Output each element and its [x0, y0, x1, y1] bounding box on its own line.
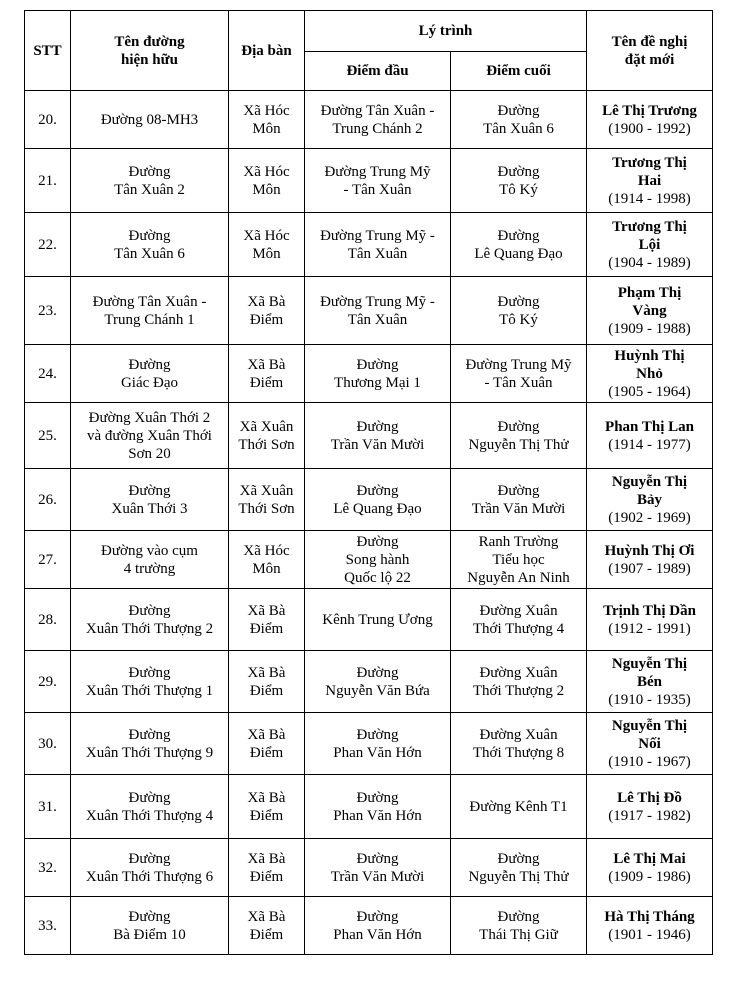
cell-current-name-line: Xuân Thới Thượng 2 [85, 620, 214, 637]
cell-end-point-line: Nguyễn An Ninh [467, 569, 570, 586]
cell-stt: 32. [25, 839, 71, 897]
cell-start-point-line: Đường [356, 356, 399, 373]
cell-start-point-line: Trung Chánh 2 [332, 120, 423, 137]
cell-end-point [451, 91, 587, 149]
cell-current-name-line: Xuân Thới 3 [111, 500, 188, 517]
cell-proposed-name-line: Trịnh Thị Dần [603, 602, 696, 619]
cell-start-point-line: - Tân Xuân [343, 181, 412, 198]
cell-area-line: Điểm [249, 620, 284, 637]
cell-current-name [71, 897, 229, 955]
cell-proposed-name-line: Lê Thị Đồ [617, 789, 682, 806]
cell-end-point [451, 149, 587, 213]
cell-current-name-line: Đường [128, 482, 171, 499]
cell-current-name [71, 91, 229, 149]
cell-current-name [71, 469, 229, 531]
cell-area [229, 213, 305, 277]
cell-start-point-line: Nguyễn Văn Bứa [325, 682, 430, 699]
cell-proposed-years: (1917 - 1982) [608, 807, 691, 824]
cell-area-line: Thới Sơn [238, 500, 295, 517]
cell-area-line: Xã Xuân [239, 482, 294, 499]
cell-stt: 31. [25, 775, 71, 839]
table-row [25, 651, 713, 713]
cell-start-point-line: Tân Xuân [347, 311, 408, 328]
table-body [25, 91, 713, 955]
cell-current-name [71, 775, 229, 839]
cell-stt: 26. [25, 469, 71, 531]
cell-proposed-name [587, 839, 713, 897]
cell-area [229, 897, 305, 955]
cell-area-line: Xã Bà [247, 908, 286, 925]
cell-proposed-years: (1905 - 1964) [608, 383, 691, 400]
cell-end-point-line: Đường Xuân [479, 602, 558, 619]
cell-start-point [305, 91, 451, 149]
cell-current-name-line: Đường [128, 908, 171, 925]
cell-current-name-line: Xuân Thới Thượng 6 [85, 868, 214, 885]
cell-area [229, 713, 305, 775]
header-end-point: Điểm cuối [451, 52, 587, 91]
cell-end-point-line: Đường [497, 418, 540, 435]
cell-proposed-years: (1902 - 1969) [608, 509, 691, 526]
cell-proposed-years: (1907 - 1989) [608, 560, 691, 577]
cell-start-point [305, 531, 451, 589]
cell-area-line: Xã Bà [247, 789, 286, 806]
cell-end-point [451, 469, 587, 531]
cell-area-line: Xã Hóc [243, 163, 290, 180]
cell-current-name-line: Xuân Thới Thượng 1 [85, 682, 214, 699]
cell-end-point-line: Ranh Trường [478, 533, 559, 550]
cell-end-point-line: Thới Thượng 2 [472, 682, 565, 699]
table-row [25, 149, 713, 213]
table-row [25, 589, 713, 651]
cell-area-line: Xã Hóc [243, 102, 290, 119]
cell-start-point-line: Đường Trung Mỹ [324, 163, 431, 180]
table-row [25, 345, 713, 403]
cell-start-point [305, 277, 451, 345]
cell-end-point-line: Đường Kênh T1 [469, 798, 568, 815]
cell-area-line: Xã Bà [247, 850, 286, 867]
cell-area [229, 91, 305, 149]
cell-current-name-line: Đường [128, 163, 171, 180]
cell-current-name-line: Đường Tân Xuân - [92, 293, 207, 310]
cell-end-point-line: Tiểu học [492, 551, 545, 568]
cell-area-line: Môn [252, 181, 281, 198]
cell-proposed-name-line: Hai [637, 172, 662, 189]
cell-proposed-name [587, 469, 713, 531]
table-row [25, 713, 713, 775]
cell-proposed-name [587, 91, 713, 149]
cell-current-name [71, 839, 229, 897]
table-row [25, 775, 713, 839]
cell-current-name-line: Giác Đạo [120, 374, 179, 391]
header-current-name-line: hiện hữu [121, 51, 178, 68]
cell-end-point-line: Đường [497, 850, 540, 867]
cell-end-point-line: Đường [497, 102, 540, 119]
cell-end-point [451, 897, 587, 955]
cell-area-line: Xã Bà [247, 602, 286, 619]
header-stt: STT [25, 11, 71, 91]
cell-current-name-line: Đường [128, 850, 171, 867]
cell-current-name-line: Bà Điểm 10 [113, 926, 186, 943]
cell-start-point-line: Đường Tân Xuân - [320, 102, 435, 119]
header-row-top [25, 11, 713, 52]
table-row [25, 531, 713, 589]
cell-current-name [71, 345, 229, 403]
cell-proposed-name-line: Huỳnh Thị [614, 347, 685, 364]
cell-proposed-name [587, 897, 713, 955]
cell-end-point [451, 651, 587, 713]
cell-start-point-line: Thương Mại 1 [334, 374, 421, 391]
cell-start-point-line: Đường [356, 726, 399, 743]
cell-start-point-line: Đường Trung Mỹ - [320, 293, 435, 310]
cell-current-name [71, 651, 229, 713]
cell-end-point [451, 213, 587, 277]
cell-current-name [71, 531, 229, 589]
cell-area-line: Điểm [249, 807, 284, 824]
cell-start-point [305, 403, 451, 469]
cell-end-point-line: - Tân Xuân [484, 374, 553, 391]
cell-start-point-line: Đường [356, 789, 399, 806]
cell-proposed-years: (1909 - 1986) [608, 868, 691, 885]
cell-proposed-name [587, 651, 713, 713]
cell-proposed-name-line: Nguyễn Thị [611, 717, 688, 734]
cell-end-point-line: Trần Văn Mười [471, 500, 566, 517]
cell-end-point-line: Đường Trung Mỹ [465, 356, 572, 373]
cell-start-point-line: Lê Quang Đạo [333, 500, 422, 517]
cell-current-name [71, 713, 229, 775]
cell-area-line: Điểm [249, 868, 284, 885]
cell-start-point [305, 775, 451, 839]
cell-proposed-years: (1904 - 1989) [608, 254, 691, 271]
cell-proposed-years: (1901 - 1946) [608, 926, 691, 943]
cell-proposed-name-line: Phan Thị Lan [605, 418, 694, 435]
cell-proposed-name [587, 713, 713, 775]
cell-stt: 33. [25, 897, 71, 955]
cell-start-point-line: Song hành [345, 551, 410, 568]
cell-proposed-years: (1914 - 1977) [608, 436, 691, 453]
cell-proposed-years: (1910 - 1935) [608, 691, 691, 708]
cell-end-point-line: Thới Thượng 4 [472, 620, 565, 637]
cell-area-line: Môn [252, 245, 281, 262]
cell-end-point [451, 713, 587, 775]
cell-area [229, 345, 305, 403]
cell-start-point-line: Phan Văn Hớn [333, 926, 422, 943]
cell-area-line: Xã Hóc [243, 227, 290, 244]
cell-current-name-line: và đường Xuân Thới [87, 427, 212, 444]
cell-stt: 27. [25, 531, 71, 589]
cell-current-name [71, 213, 229, 277]
cell-current-name [71, 403, 229, 469]
street-naming-table [24, 10, 713, 955]
cell-area-line: Xã Bà [247, 356, 286, 373]
cell-end-point-line: Nguyễn Thị Thử [468, 868, 569, 885]
header-proposed-name-line: đặt mới [624, 51, 675, 68]
cell-end-point [451, 403, 587, 469]
cell-start-point-line: Quốc lộ 22 [344, 569, 411, 586]
cell-end-point [451, 775, 587, 839]
cell-proposed-name [587, 149, 713, 213]
cell-area-line: Xã Bà [247, 726, 286, 743]
cell-end-point-line: Thới Thượng 8 [472, 744, 565, 761]
cell-start-point [305, 345, 451, 403]
cell-current-name [71, 149, 229, 213]
cell-current-name-line: Xuân Thới Thượng 4 [85, 807, 214, 824]
cell-proposed-name-line: Nhỏ [636, 365, 663, 382]
cell-proposed-name-line: Lê Thị Mai [613, 850, 686, 867]
cell-start-point-line: Đường [356, 418, 399, 435]
cell-stt: 20. [25, 91, 71, 149]
cell-stt: 28. [25, 589, 71, 651]
cell-start-point [305, 589, 451, 651]
cell-start-point [305, 839, 451, 897]
cell-proposed-years: (1910 - 1967) [608, 753, 691, 770]
street-naming-table-page [24, 10, 712, 955]
cell-current-name-line: Xuân Thới Thượng 9 [85, 744, 214, 761]
cell-end-point-line: Đường [497, 908, 540, 925]
cell-proposed-name-line: Lê Thị Trương [602, 102, 697, 119]
cell-end-point-line: Tân Xuân 6 [483, 120, 554, 137]
header-current-name [71, 11, 229, 91]
cell-proposed-name-line: Nguyễn Thị [611, 655, 688, 672]
cell-area-line: Xã Hóc [243, 542, 290, 559]
cell-start-point [305, 213, 451, 277]
cell-proposed-name [587, 213, 713, 277]
cell-proposed-name [587, 531, 713, 589]
cell-current-name [71, 277, 229, 345]
cell-start-point-line: Đường [356, 533, 399, 550]
cell-end-point-line: Nguyễn Thị Thử [468, 436, 569, 453]
cell-stt: 25. [25, 403, 71, 469]
cell-area-line: Điểm [249, 744, 284, 761]
table-row [25, 839, 713, 897]
cell-current-name-line: Đường [128, 356, 171, 373]
table-row [25, 403, 713, 469]
cell-end-point [451, 531, 587, 589]
cell-area-line: Điểm [249, 311, 284, 328]
cell-area [229, 149, 305, 213]
cell-current-name-line: Đường vào cụm [101, 542, 198, 559]
cell-proposed-name-line: Bảy [637, 491, 663, 508]
cell-proposed-years: (1914 - 1998) [608, 190, 691, 207]
table-row [25, 213, 713, 277]
cell-start-point-line: Kênh Trung Ương [322, 611, 433, 628]
cell-area [229, 839, 305, 897]
cell-proposed-years: (1912 - 1991) [608, 620, 691, 637]
cell-stt: 24. [25, 345, 71, 403]
cell-end-point [451, 839, 587, 897]
cell-current-name-line: Trung Chánh 1 [104, 311, 195, 328]
cell-start-point [305, 713, 451, 775]
cell-start-point-line: Đường [356, 908, 399, 925]
cell-start-point [305, 149, 451, 213]
table-row [25, 469, 713, 531]
cell-start-point-line: Trần Văn Mười [330, 436, 425, 453]
cell-end-point-line: Đường Xuân [479, 726, 558, 743]
cell-area [229, 469, 305, 531]
cell-current-name-line: 4 trường [123, 560, 176, 577]
header-start-point: Điểm đầu [305, 52, 451, 91]
cell-area [229, 531, 305, 589]
cell-area-line: Môn [252, 560, 281, 577]
cell-proposed-name-line: Huỳnh Thị Ơi [604, 542, 695, 559]
cell-start-point-line: Phan Văn Hớn [333, 744, 422, 761]
cell-area [229, 277, 305, 345]
cell-area [229, 403, 305, 469]
header-current-name-line: Tên đường [114, 33, 185, 50]
cell-end-point [451, 589, 587, 651]
cell-stt: 30. [25, 713, 71, 775]
cell-proposed-name [587, 345, 713, 403]
table-row [25, 897, 713, 955]
cell-start-point-line: Đường [356, 482, 399, 499]
cell-area [229, 651, 305, 713]
cell-start-point-line: Đường Trung Mỹ - [320, 227, 435, 244]
cell-end-point-line: Đường Xuân [479, 664, 558, 681]
header-area: Địa bàn [229, 11, 305, 91]
cell-current-name-line: Đường Xuân Thới 2 [88, 409, 211, 426]
cell-end-point-line: Tô Ký [499, 181, 538, 198]
cell-end-point [451, 277, 587, 345]
header-proposed-name [587, 11, 713, 91]
cell-current-name-line: Đường 08-MH3 [100, 111, 199, 128]
cell-area [229, 589, 305, 651]
cell-stt: 21. [25, 149, 71, 213]
cell-current-name-line: Sơn 20 [128, 445, 171, 462]
header-proposed-name-line: Tên đề nghị [611, 33, 688, 50]
cell-area-line: Môn [252, 120, 281, 137]
cell-proposed-years: (1900 - 1992) [608, 120, 691, 137]
cell-proposed-name [587, 589, 713, 651]
cell-proposed-name [587, 403, 713, 469]
cell-area-line: Xã Bà [247, 293, 286, 310]
cell-start-point-line: Phan Văn Hớn [333, 807, 422, 824]
cell-end-point-line: Đường [497, 163, 540, 180]
cell-end-point-line: Đường [497, 227, 540, 244]
cell-proposed-name-line: Hà Thị Tháng [604, 908, 695, 925]
cell-proposed-years: (1909 - 1988) [608, 320, 691, 337]
cell-area-line: Điểm [249, 682, 284, 699]
table-row [25, 277, 713, 345]
cell-proposed-name [587, 775, 713, 839]
cell-proposed-name-line: Bén [637, 673, 663, 690]
cell-current-name [71, 589, 229, 651]
cell-area [229, 775, 305, 839]
cell-proposed-name-line: Trương Thị [612, 154, 687, 171]
cell-current-name-line: Đường [128, 664, 171, 681]
cell-start-point-line: Đường [356, 850, 399, 867]
cell-area-line: Xã Xuân [239, 418, 294, 435]
cell-start-point-line: Tân Xuân [347, 245, 408, 262]
cell-proposed-name-line: Vàng [632, 302, 667, 319]
cell-current-name-line: Tân Xuân 6 [114, 245, 185, 262]
cell-start-point [305, 469, 451, 531]
table-row [25, 91, 713, 149]
cell-end-point-line: Thái Thị Giữ [479, 926, 558, 943]
cell-end-point-line: Lê Quang Đạo [474, 245, 563, 262]
cell-area-line: Xã Bà [247, 664, 286, 681]
cell-proposed-name-line: Nối [638, 735, 661, 752]
cell-current-name-line: Đường [128, 726, 171, 743]
cell-proposed-name-line: Lội [638, 236, 661, 253]
cell-end-point-line: Tô Ký [499, 311, 538, 328]
cell-current-name-line: Đường [128, 789, 171, 806]
cell-end-point-line: Đường [497, 293, 540, 310]
cell-proposed-name-line: Nguyễn Thị [611, 473, 688, 490]
cell-start-point [305, 897, 451, 955]
cell-area-line: Điểm [249, 374, 284, 391]
cell-stt: 23. [25, 277, 71, 345]
cell-proposed-name-line: Phạm Thị [617, 284, 682, 301]
cell-area-line: Điểm [249, 926, 284, 943]
cell-area-line: Thới Sơn [238, 436, 295, 453]
cell-start-point-line: Đường [356, 664, 399, 681]
cell-end-point-line: Đường [497, 482, 540, 499]
header-route: Lý trình [305, 11, 587, 52]
cell-end-point [451, 345, 587, 403]
cell-start-point-line: Trần Văn Mười [330, 868, 425, 885]
cell-stt: 29. [25, 651, 71, 713]
cell-start-point [305, 651, 451, 713]
cell-proposed-name [587, 277, 713, 345]
cell-current-name-line: Đường [128, 602, 171, 619]
cell-current-name-line: Đường [128, 227, 171, 244]
cell-stt: 22. [25, 213, 71, 277]
cell-proposed-name-line: Trương Thị [612, 218, 687, 235]
cell-current-name-line: Tân Xuân 2 [114, 181, 185, 198]
